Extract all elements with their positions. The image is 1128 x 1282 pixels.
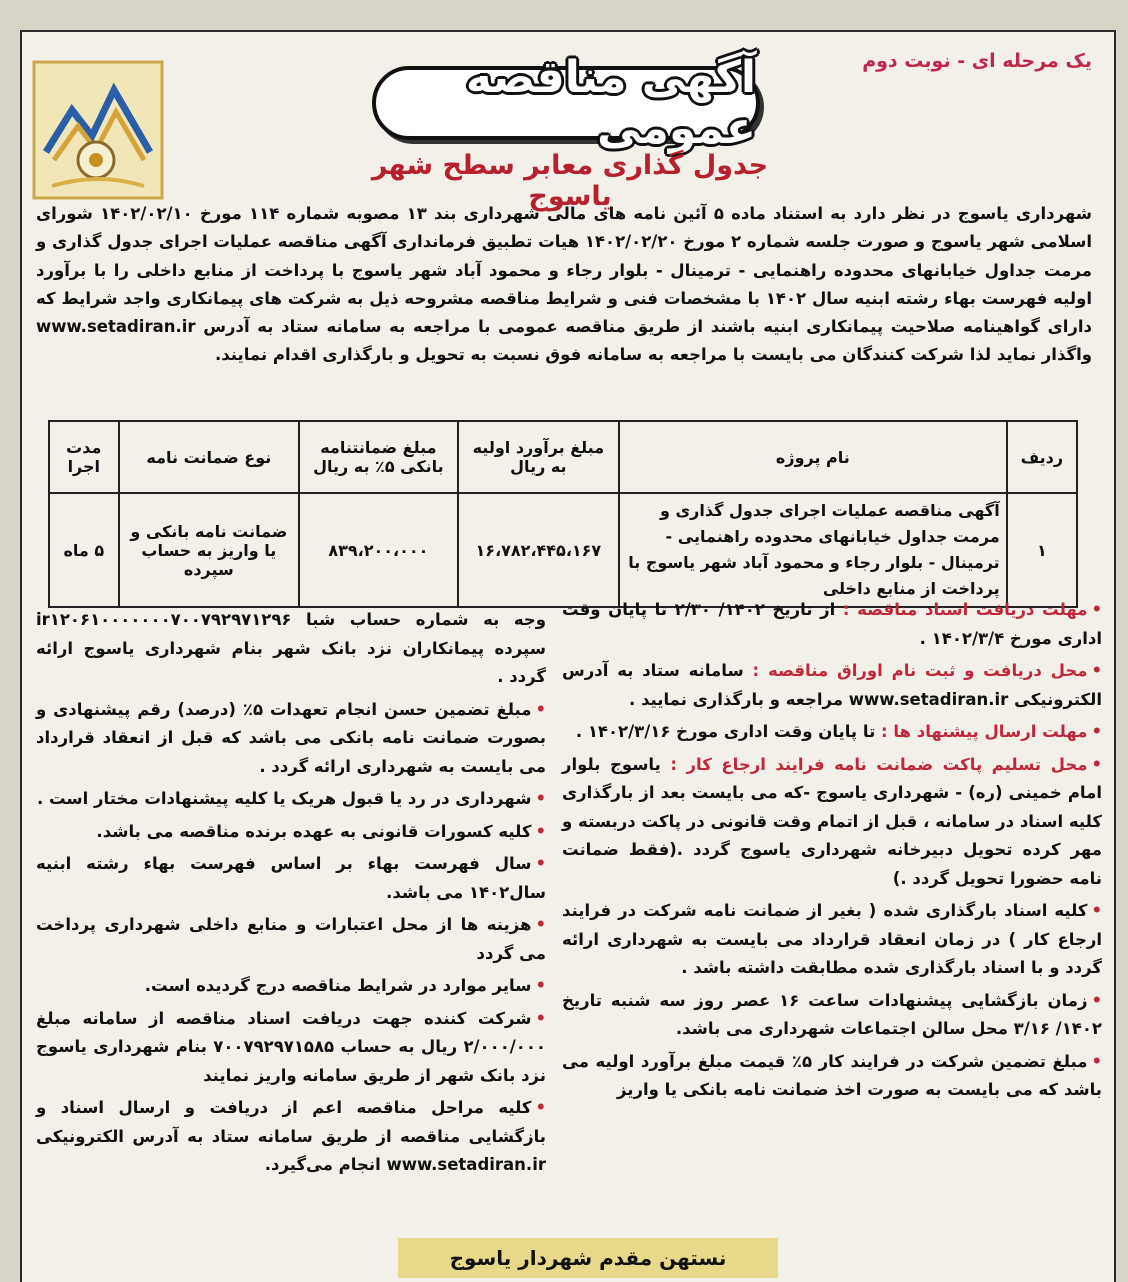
- mayor-signature: نستهن مقدم شهردار یاسوج: [398, 1238, 778, 1278]
- list-item: •سال فهرست بهاء بر اساس فهرست بهاء رشته ابنیه سال۱۴۰۲ می باشد.: [36, 854, 546, 902]
- list-item: •هزینه ها از محل اعتبارات و منابع داخلی شهرداری پرداخت می گردد: [36, 915, 546, 963]
- table-row: [49, 493, 1077, 607]
- notice-banner: [372, 52, 760, 154]
- item-text: زمان بازگشایی پیشنهادات ساعت ۱۶ عصر روز سه شنبه تاریخ ۱۴۰۲/ ۳/۱۶ محل سالن اجتماعات شهرداری می باشد.: [562, 990, 1102, 1038]
- notice-subtitle: جدول گذاری معابر سطح شهر یاسوج: [371, 150, 769, 212]
- item-text: کلیه مراحل مناقصه اعم از دریافت و ارسال اسناد و بازگشایی مناقصه از طریق سامانه ستاد به آدرس الکترونیکی www.setadiran.ir انجام می‌گیرد.: [36, 1098, 546, 1174]
- left-column: [36, 606, 546, 1184]
- list-item: •مبلغ تضمین شرکت در فرایند کار ۵٪ قیمت مبلغ برآورد اولیه می باشد که می بایست به صورت اخذ ضمانت نامه بانکی یا واریز: [562, 1051, 1102, 1099]
- table-header-row: [49, 421, 1077, 493]
- header-row-number: ردیف: [1007, 421, 1077, 493]
- cell-guarantee-amount: ۸۳۹،۲۰۰،۰۰۰: [299, 493, 458, 607]
- stage-tag: یک مرحله ای - نوبت دوم: [862, 50, 1092, 72]
- list-item: •شرکت کننده جهت دریافت اسناد مناقصه از سامانه مبلغ ۲/۰۰۰/۰۰۰ ریال به حساب ۷۰۰۷۹۲۹۷۱۵۸۵ بنام شهرداری یاسوج نزد بانک شهر از طریق سامانه واریز نمایند: [36, 1008, 547, 1085]
- list-item: •کلیه مراحل مناقصه اعم از دریافت و ارسال اسناد و بازگشایی مناقصه از طریق سامانه ستاد به آدرس الکترونیکی www.setadiran.ir انجام می‌گیرد.: [36, 1098, 546, 1174]
- item-label: محل دریافت و ثبت نام اوراق مناقصه :: [752, 661, 1088, 680]
- intro-paragraph: شهرداری یاسوج در نظر دارد به استناد ماده ۵ آئین نامه های مالی شهرداری بند ۱۳ مصوبه شماره ۱۱۴ مورخ ۱۴۰۲/۰۲/۱۰ شورای اسلامی شهر یاسوج و صورت جلسه شماره ۲ مورخ ۱۴۰۲/۰۲/۲۰ هیات تطبیق فرمانداری آگهی مناقصه عملیات اجرای جدول گذاری و مرمت جداول خیابانهای محدوده راهنمایی - ترمینال - بلوار رجاء و محمود آباد شهر یاسوج با پرداخت از منابع داخلی را با برآورد اولیه فهرست بهاء رشته ابنیه سال ۱۴۰۲ با مشخصات فنی و شرایط مناقصه مشروحه ذیل به شرکت های پیمانکاری واجد شرایط که دارای گواهینامه صلاحیت پیمانکاری ابنیه باشند از طریق مناقصه عمومی با مراجعه به سامانه ستاد به آدرس www.setadiran.ir واگذار نماید لذا شرکت کنندگان می بایست با مراجعه به سامانه فوق نسبت به تحویل و بارگذاری اقدام نمایند.: [36, 204, 1092, 365]
- item-text: کلیه اسناد بارگذاری شده ( بغیر از ضمانت نامه شرکت در فرایند ارجاع کار ) در زمان انعقاد قرارداد می بایست به شهرداری ارائه گردد و با اسناد بارگذاری شده مطابقت داشته باشد .: [562, 901, 1102, 977]
- header-estimate: مبلغ برآورد اولیه به ریال: [458, 421, 619, 493]
- item-label: مهلت ارسال پیشنهاد ها :: [881, 722, 1088, 741]
- item-text: سایر موارد در شرایط مناقصه درج گردیده است.: [144, 976, 532, 995]
- cell-duration: ۵ ماه: [49, 493, 119, 607]
- list-item: •مهلت دریافت اسناد مناقصه : از تاریخ ۱۴۰۲/ ۲/۳۰ تا پایان وقت اداری مورخ ۱۴۰۲/۳/۴ .: [562, 600, 1102, 648]
- list-item: •محل تسلیم پاکت ضمانت نامه فرایند ارجاع کار : یاسوج بلوار امام خمینی (ره) - شهرداری یاسوج -که می بایست بعد از بارگذاری کلیه اسناد در سامانه ، قبل از اتمام وقت قانونی در پاکت دربسته و مهر کرده تحویل دبیرخانه شهرداری یاسوج گردد .(فقط ضمانت نامه حضورا تحویل گردد .): [562, 754, 1102, 888]
- cell-estimate: ۱۶،۷۸۲،۴۴۵،۱۶۷: [458, 493, 619, 607]
- item-text: مبلغ تضمین حسن انجام تعهدات ۵٪ (درصد) رقم پیشنهادی و بصورت ضمانت نامه بانکی می باشد که قبل از انعقاد قرارداد می بایست به شهرداری ارائه گردد .: [36, 699, 546, 776]
- list-item: •زمان بازگشایی پیشنهادات ساعت ۱۶ عصر روز سه شنبه تاریخ ۱۴۰۲/ ۳/۱۶ محل سالن اجتماعات شهرداری می باشد.: [562, 990, 1102, 1038]
- header-guarantee-type: نوع ضمانت نامه: [119, 421, 300, 493]
- item-text: کلیه کسورات قانونی به عهده برنده مناقصه می باشد.: [96, 821, 532, 841]
- item-text: تا پایان وقت اداری مورخ ۱۴۰۲/۳/۱۶ .: [575, 722, 876, 741]
- item-text: از تاریخ ۱۴۰۲/ ۲/۳۰ تا پایان وقت اداری مورخ ۱۴۰۲/۳/۴ .: [562, 600, 1102, 648]
- item-text: شرکت کننده جهت دریافت اسناد مناقصه از سامانه مبلغ ۲/۰۰۰/۰۰۰ ریال به حساب ۷۰۰۷۹۲۹۷۱۵۸۵ بنام شهرداری یاسوج نزد بانک شهر از طریق سامانه واریز نمایند: [36, 1008, 547, 1085]
- cell-row-number: ۱: [1007, 493, 1077, 607]
- item-text: سامانه ستاد به آدرس الکترونیکی www.setadiran.ir مراجعه و بارگذاری نمایید .: [562, 661, 1102, 709]
- item-text: هزینه ها از محل اعتبارات و منابع داخلی شهرداری پرداخت می گردد: [36, 915, 546, 963]
- header-guarantee-amount: مبلغ ضمانتنامه بانکی ۵٪ به ریال: [299, 421, 458, 493]
- list-item: •مبلغ تضمین حسن انجام تعهدات ۵٪ (درصد) رقم پیشنهادی و بصورت ضمانت نامه بانکی می باشد که قبل از انعقاد قرارداد می بایست به شهرداری ارائه گردد .: [36, 699, 546, 776]
- item-text: وجه به شماره حساب شبا ir۱۲۰۶۱۰۰۰۰۰۰۰۷۰۰۷۹۲۹۷۱۲۹۶ سپرده پیمانکاران نزد بانک شهر بنام شهرداری یاسوج ارائه گردد .: [36, 610, 546, 686]
- list-item: •شهرداری در رد یا قبول هریک یا کلیه پیشنهادات مختار است .: [36, 789, 546, 808]
- item-text: سال فهرست بهاء بر اساس فهرست بهاء رشته ابنیه سال۱۴۰۲ می باشد.: [36, 854, 546, 902]
- list-item: •مهلت ارسال پیشنهاد ها : تا پایان وقت اداری مورخ ۱۴۰۲/۳/۱۶ .: [575, 722, 1102, 741]
- cell-guarantee-type: ضمانت نامه بانکی و یا واریز به حساب سپرده: [119, 493, 300, 607]
- header-project-name: نام پروژه: [619, 421, 1007, 493]
- item-text: یاسوج بلوار امام خمینی (ره) - شهرداری یاسوج -که می بایست بعد از بارگذاری کلیه اسناد در سامانه ، قبل از اتمام وقت قانونی در پاکت دربسته و مهر کرده تحویل دبیرخانه شهرداری یاسوج گردد .(فقط ضمانت نامه حضورا تحویل گردد .): [562, 754, 1102, 888]
- right-column: [562, 596, 1102, 1109]
- municipality-logo-icon: [32, 60, 164, 200]
- item-text: شهرداری در رد یا قبول هریک یا کلیه پیشنهادات مختار است .: [36, 789, 532, 808]
- list-item: •کلیه اسناد بارگذاری شده ( بغیر از ضمانت نامه شرکت در فرایند ارجاع کار ) در زمان انعقاد قرارداد می بایست به شهرداری ارائه گردد و با اسناد بارگذاری شده مطابقت داشته باشد .: [562, 901, 1102, 977]
- header-duration: مدت اجرا: [49, 421, 119, 493]
- item-label: مهلت دریافت اسناد مناقصه :: [842, 600, 1088, 619]
- list-item: [36, 606, 546, 692]
- tender-table: [48, 420, 1078, 608]
- item-label: محل تسلیم پاکت ضمانت نامه فرایند ارجاع کار :: [670, 754, 1088, 774]
- banner-title: آگهی مناقصه عمومی: [465, 52, 756, 154]
- cell-project-name: آگهی مناقصه عملیات اجرای جدول گذاری و مرمت جداول خیابانهای محدوده راهنمایی - ترمینال - بلوار رجاء و محمود آباد شهر یاسوج با پرداخت از منابع داخلی: [619, 493, 1007, 607]
- list-item: •محل دریافت و ثبت نام اوراق مناقصه : سامانه ستاد به آدرس الکترونیکی www.setadiran.ir مراجعه و بارگذاری نمایید .: [562, 661, 1102, 709]
- list-item: •سایر موارد در شرایط مناقصه درج گردیده است.: [144, 976, 546, 995]
- list-item: •کلیه کسورات قانونی به عهده برنده مناقصه می باشد.: [96, 821, 546, 841]
- item-text: مبلغ تضمین شرکت در فرایند کار ۵٪ قیمت مبلغ برآورد اولیه می باشد که می بایست به صورت اخذ ضمانت نامه بانکی یا واریز: [562, 1051, 1102, 1099]
